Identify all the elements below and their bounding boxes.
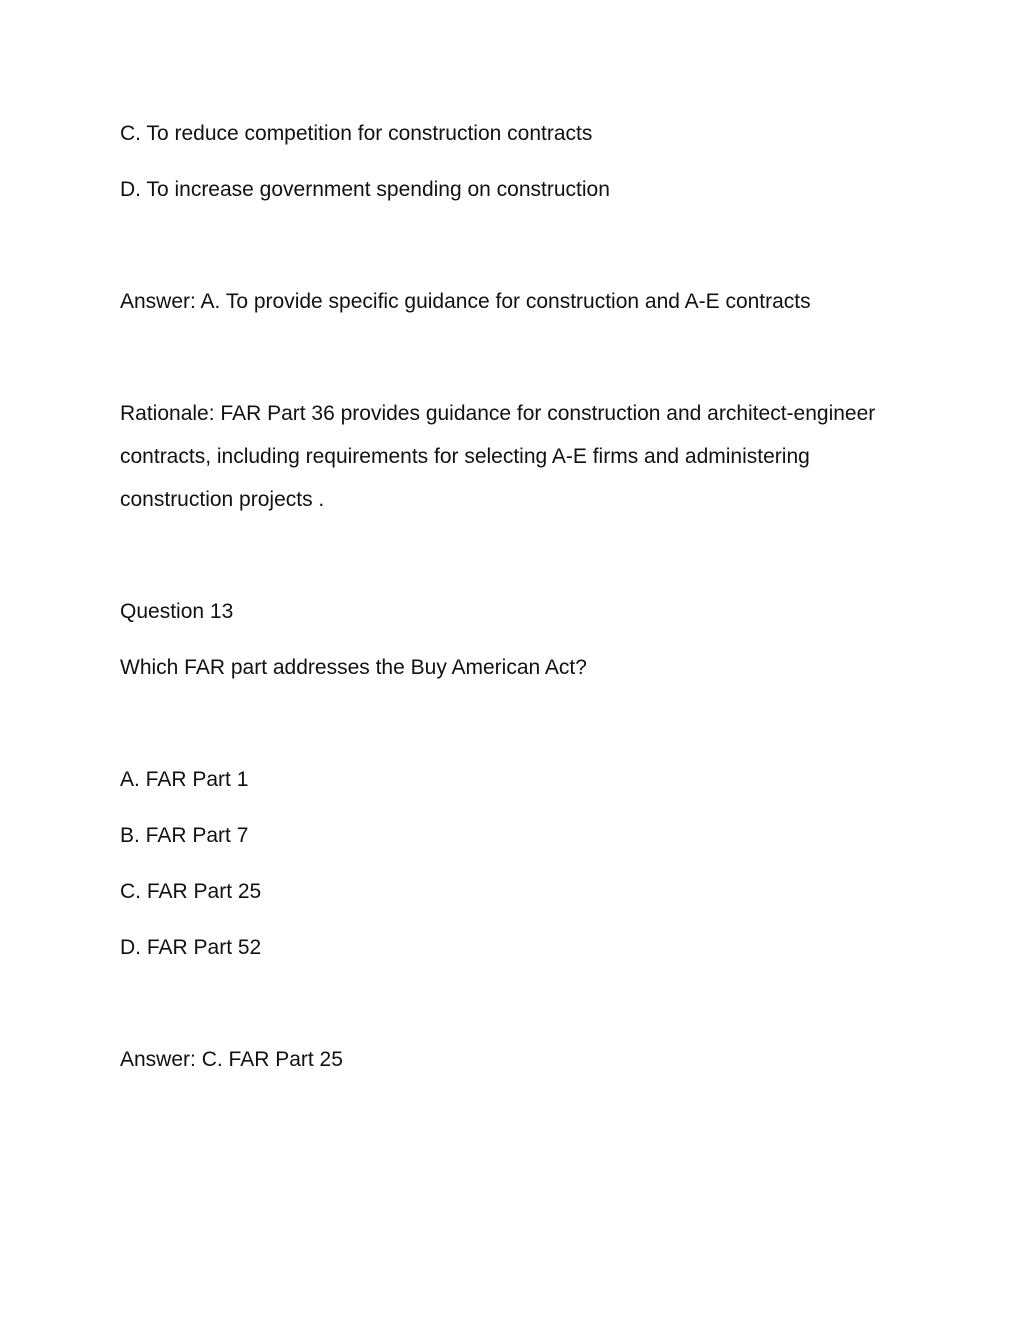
- rationale-line-3: construction projects .: [120, 488, 325, 511]
- option-a: A. FAR Part 1: [120, 768, 249, 791]
- prev-answer: Answer: A. To provide specific guidance for construction and A-E contracts: [120, 290, 811, 313]
- rationale-line-2: contracts, including requirements for selecting A-E firms and administering: [120, 445, 810, 468]
- option-b: B. FAR Part 7: [120, 824, 249, 847]
- option-c: C. FAR Part 25: [120, 880, 262, 903]
- prev-option-d: D. To increase government spending on construction: [120, 178, 610, 201]
- question-heading: Question 13: [120, 600, 234, 623]
- question-answer: Answer: C. FAR Part 25: [120, 1048, 343, 1071]
- rationale-line-1: Rationale: FAR Part 36 provides guidance for construction and architect-engineer: [120, 402, 876, 425]
- question-prompt: Which FAR part addresses the Buy American Act?: [120, 656, 587, 679]
- option-d: D. FAR Part 52: [120, 936, 262, 959]
- prev-option-c: C. To reduce competition for construction contracts: [120, 122, 593, 145]
